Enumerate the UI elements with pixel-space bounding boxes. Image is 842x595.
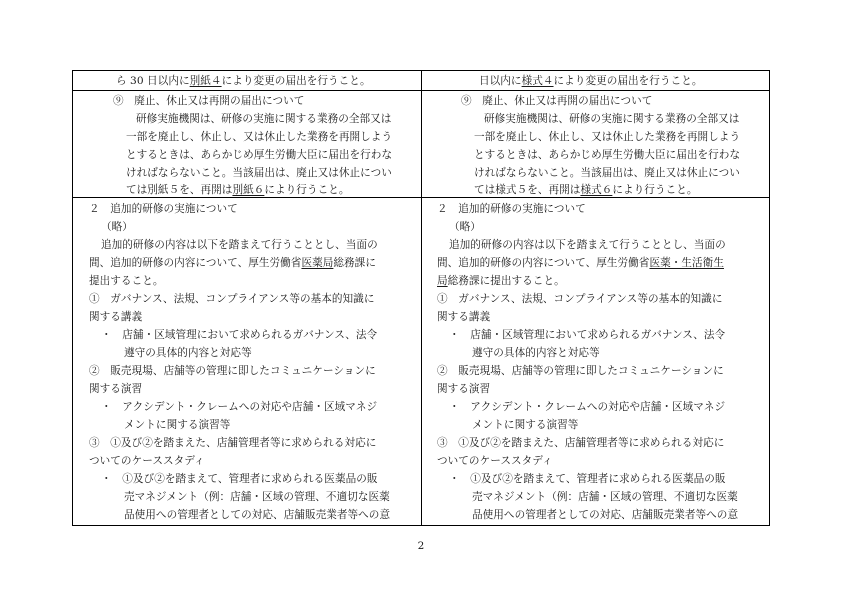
left-text-line: ければならないこと。当該届出は、廃止又は休止につい <box>126 167 392 179</box>
right-text-line: 関する講義 <box>437 311 491 323</box>
left-text-line: 関する講義 <box>89 311 143 323</box>
left-text-line: 提出すること。 <box>89 275 164 287</box>
left-bullet: ・ ①及び②を踏まえて、管理者に求められる医薬品の販 <box>101 473 378 485</box>
left-text-line: 追加的研修の内容は以下を踏まえて行うこととし、当面の <box>101 239 378 251</box>
right-item-1: ① ガバナンス、法規、コンプライアンス等の基本的知識に <box>437 293 723 305</box>
left-item-1: ① ガバナンス、法規、コンプライアンス等の基本的知識に <box>89 293 375 305</box>
right-text-line: 研修実施機関は、研修の実施に関する業務の全部又は <box>484 113 740 125</box>
right-text-line: 一部を廃止し、休止し、又は休止した業務を再開しよう <box>474 131 741 143</box>
left-text-line: 品使用への管理者としての対応、店舗販売業者等への意 <box>124 509 391 521</box>
right-item-3: ③ ①及び②を踏まえた、店舗管理者等に求められる対応に <box>437 437 725 449</box>
left-text-line: 研修実施機関は、研修の実施に関する業務の全部又は <box>136 113 392 125</box>
left-text-line: メントに関する演習等 <box>124 419 231 431</box>
right-text-line: ければならないこと。当該届出は、廃止又は休止につい <box>474 167 740 179</box>
left-text-line: 関する演習 <box>89 383 143 395</box>
right-bullet: ・ ①及び②を踏まえて、管理者に求められる医薬品の販 <box>449 473 726 485</box>
right-text-line: ては様式５を、再開は様式６により行うこと。 <box>474 184 698 196</box>
comparison-table <box>72 70 770 526</box>
right-item-2: ② 販売現場、店舗等の管理に即したコミュニケーションに <box>437 365 724 377</box>
left-text-line: 間、追加的研修の内容について、厚生労働省医薬局総務課に <box>89 257 376 269</box>
left-text-line: とするときは、あらかじめ厚生労働大臣に届出を行わな <box>126 149 393 161</box>
left-text-line: 遵守の具体的内容と対応等 <box>124 347 252 359</box>
left-bullet: ・ 店舗・区域管理において求められるガバナンス、法令 <box>101 329 378 341</box>
right-bullet: ・ 店舗・区域管理において求められるガバナンス、法令 <box>449 329 726 341</box>
right-text-line: 間、追加的研修の内容について、厚生労働省医薬・生活衛生 <box>437 257 724 269</box>
right-row1-line: 日以内に様式４により変更の届出を行うこと。 <box>479 75 703 87</box>
left-heading-9: ⑨ 廃止、休止又は再開の届出について <box>113 95 305 107</box>
left-omitted: （略） <box>101 221 133 233</box>
left-item-2: ② 販売現場、店舗等の管理に即したコミュニケーションに <box>89 365 376 377</box>
right-text-line: ついてのケーススタディ <box>437 455 553 467</box>
left-text-line: 売マネジメント（例：店舗・区域の管理、不適切な医薬 <box>124 491 390 503</box>
right-omitted: （略） <box>449 221 481 233</box>
left-text-line: 一部を廃止し、休止し、又は休止した業務を再開しよう <box>126 131 393 143</box>
right-text-line: とするときは、あらかじめ厚生労働大臣に届出を行わな <box>474 149 741 161</box>
row-divider-1 <box>73 90 769 91</box>
right-text-line: 追加的研修の内容は以下を踏まえて行うこととし、当面の <box>449 239 726 251</box>
right-text-line: 局総務課に提出すること。 <box>437 275 565 287</box>
row-divider-2 <box>73 197 769 198</box>
left-bullet: ・ アクシデント・クレームへの対応や店舗・区域マネジ <box>101 401 378 413</box>
left-row1-line: ら 30 日以内に別紙４により変更の届出を行うこと。 <box>116 75 371 87</box>
page-number: 2 <box>417 540 425 552</box>
right-text-line: 売マネジメント（例：店舗・区域の管理、不適切な医薬 <box>472 491 738 503</box>
left-section-2-title: ２ 追加的研修の実施について <box>89 203 238 215</box>
right-text-line: 遵守の具体的内容と対応等 <box>472 347 600 359</box>
right-section-2-title: ２ 追加的研修の実施について <box>437 203 586 215</box>
right-text-line: 品使用への管理者としての対応、店舗販売業者等への意 <box>472 509 739 521</box>
column-divider <box>421 71 422 525</box>
right-text-line: 関する演習 <box>437 383 491 395</box>
right-heading-9: ⑨ 廃止、休止又は再開の届出について <box>461 95 653 107</box>
right-bullet: ・ アクシデント・クレームへの対応や店舗・区域マネジ <box>449 401 726 413</box>
left-text-line: ついてのケーススタディ <box>89 455 205 467</box>
right-text-line: メントに関する演習等 <box>472 419 579 431</box>
left-item-3: ③ ①及び②を踏まえた、店舗管理者等に求められる対応に <box>89 437 377 449</box>
left-text-line: ては別紙５を、再開は別紙６により行うこと。 <box>126 184 350 196</box>
